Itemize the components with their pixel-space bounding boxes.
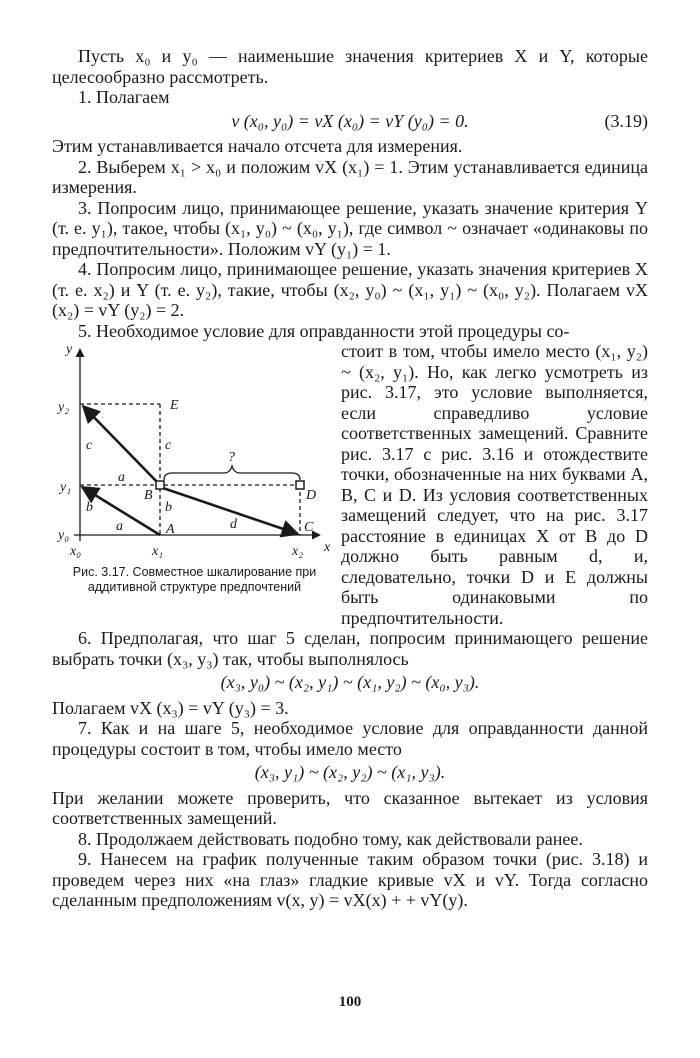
paragraph-step-8: 8. Продолжаем действовать подобно тому, как действовали ранее. (78, 828, 583, 849)
paragraph-step-7: 7. Как и на шаге 5, необходимое условие для оправданности данной процедуры состоит в том, чтобы имело место (52, 718, 648, 759)
equation-step-6 (52, 672, 648, 693)
equation-3-19-number: (3.19) (604, 110, 648, 131)
label-y1: y₁ (60, 480, 72, 495)
arrow-bc (160, 487, 298, 534)
point-b (156, 481, 164, 489)
label-c-right: c (165, 438, 172, 453)
equation-3-19 (52, 111, 648, 132)
paragraph-intro: Пусть x₀ и y₀ — наименьшие значения критериев X и Y, которые целесообразно рассмотреть. (52, 46, 648, 87)
equation-step-7 (52, 762, 648, 783)
paragraph-step-9: 9. Нанесем на график полученные таким образом точки (рис. 3.18) и проведем через них «на глаз» гладкие кривые vX и vY. Тогда согласно сделанным предположениям v(x, y) = vX(x) + + vY(y). (52, 849, 648, 910)
label-a-point: A (166, 522, 175, 537)
label-y2: y₂ (58, 400, 70, 415)
paragraph-after-eq1: Этим устанавливается начало отсчета для измерения. (52, 136, 463, 156)
label-x1: x₁ (152, 544, 164, 559)
paragraph-step-2: 2. Выберем x₁ > x₀ и положим vX (x₁) = 1. Этим устанавливается единица измерения. (52, 156, 648, 197)
label-question: ? (228, 450, 235, 465)
label-b-left: b (86, 500, 93, 515)
paragraph-step-5-side: стоит в том, чтобы имело место (x₁, y₂) ~ (x₂, y₁). Но, как легко усмотреть из рис. 3.17, это условие выполняется, если справедливо условие соответственных замещений. Сравните рис. 3.17 с рис. 3.16 и отождествите точки, обозначенные на них буквами A, B, C и D. Из условия соответственных замещений следует, что на рис. 3.17 расстояние в единицах X от B до D должно быть равным d, и, следовательно, точки D и E должны быть одинаковыми по предпочтительности. (341, 341, 648, 628)
label-y-axis: y (66, 342, 73, 357)
figure-3-17-diagram (52, 341, 337, 563)
equation-step-6-body: (x₃, y₀) ~ (x₂, y₁) ~ (x₁, y₂) ~ (x₀, y₃). (220, 672, 480, 692)
page-body (52, 46, 648, 911)
label-x0: x₀ (70, 544, 82, 559)
figure-3-17 (52, 341, 337, 595)
paragraph-step-1: 1. Полагаем (78, 87, 170, 107)
paragraph-step-4: 4. Попросим лицо, принимающее решение, указать значения критериев X (т. е. x₂) и Y (т. е. y₂), такие, чтобы (x₂, y₀) ~ (x₁, y₁) ~ (x₀, y₂). Полагаем vX (x₂) = vY (y₂) = 2. (52, 259, 648, 320)
label-b-point: B (144, 488, 153, 503)
figure-caption: Рис. 3.17. Совместное шкалирование при аддитивной структуре предпочтений (72, 565, 317, 594)
point-d (296, 481, 304, 489)
label-b-right: b (165, 500, 172, 515)
paragraph-step-3: 3. Попросим лицо, принимающее решение, указать значение критерия Y (т. е. y₁), такое, чтобы (x₁, y₀) ~ (x₀, y₁), где символ ~ означает «одинаковы по предпочтительности». Положим vY (y₁) = 1. (52, 197, 648, 259)
equation-3-19-body: v (x₀, y₀) = vX (x₀) = vY (y₀) = 0. (231, 110, 469, 131)
label-d-distance: d (230, 517, 237, 532)
label-x-axis: x (324, 540, 331, 555)
label-e-point: E (170, 398, 179, 413)
paragraph-step-6: 6. Предполагая, что шаг 5 сделан, попросим принимающего решение выбрать точки (x₃, y₃) так, чтобы выполнялось (52, 628, 648, 669)
figure-row (52, 341, 648, 628)
label-d-point: D (306, 488, 317, 503)
paragraph-after-eq3: При желании можете проверить, что сказанное вытекает из условия соответственных замещений. (52, 787, 648, 828)
label-c-point: C (304, 520, 314, 535)
label-x2: x₂ (292, 544, 304, 559)
page-number: 100 (338, 994, 362, 1010)
label-y0: y₀ (58, 528, 70, 543)
paragraph-after-eq2: Полагаем vX (x₃) = vY (y₃) = 3. (52, 697, 289, 718)
label-a-bottom: a (116, 519, 123, 534)
equation-step-7-body: (x₃, y₁) ~ (x₂, y₂) ~ (x₁, y₃). (254, 762, 446, 782)
label-c-left: c (86, 438, 93, 453)
label-a-top: a (118, 470, 125, 485)
brace-question (164, 466, 300, 480)
paragraph-step-5-start: 5. Необходимое условие для оправданности этой процедуры со- (78, 320, 570, 341)
